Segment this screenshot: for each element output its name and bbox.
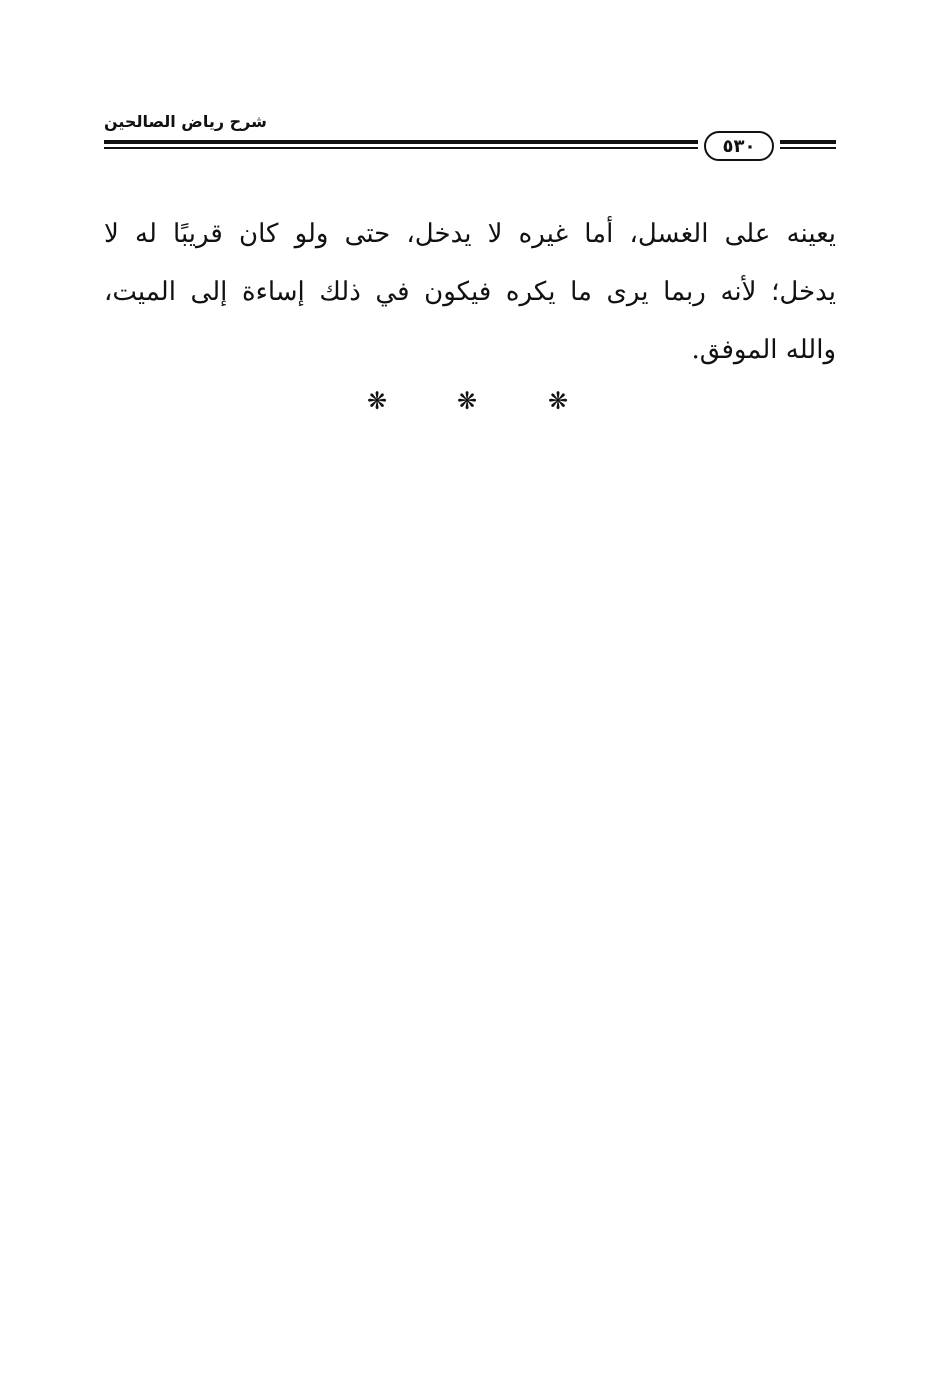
section-separator (0, 383, 951, 419)
header-rule-thin-left (104, 147, 698, 149)
body-paragraph (104, 205, 836, 379)
asterism-star-icon: ❋ (367, 387, 388, 415)
body-line: يعينه على الغسل، أما غيره لا يدخل، حتى ولو كان قريبًا له لا (104, 219, 836, 249)
header-rule-thick-right (780, 140, 836, 144)
body-line: يدخل؛ لأنه ربما يرى ما يكره فيكون في ذلك إساءة إلى الميت، (104, 277, 836, 307)
asterism-star-icon: ❋ (457, 387, 478, 415)
header-rule-thin-right (780, 147, 836, 149)
asterism-star-icon: ❋ (548, 387, 569, 415)
body-line: والله الموفق. (691, 335, 836, 365)
header-rule-thick-left (104, 140, 698, 144)
page-number: ٥٣٠ (704, 131, 774, 161)
running-title: شرح رياض الصالحين (104, 112, 267, 131)
